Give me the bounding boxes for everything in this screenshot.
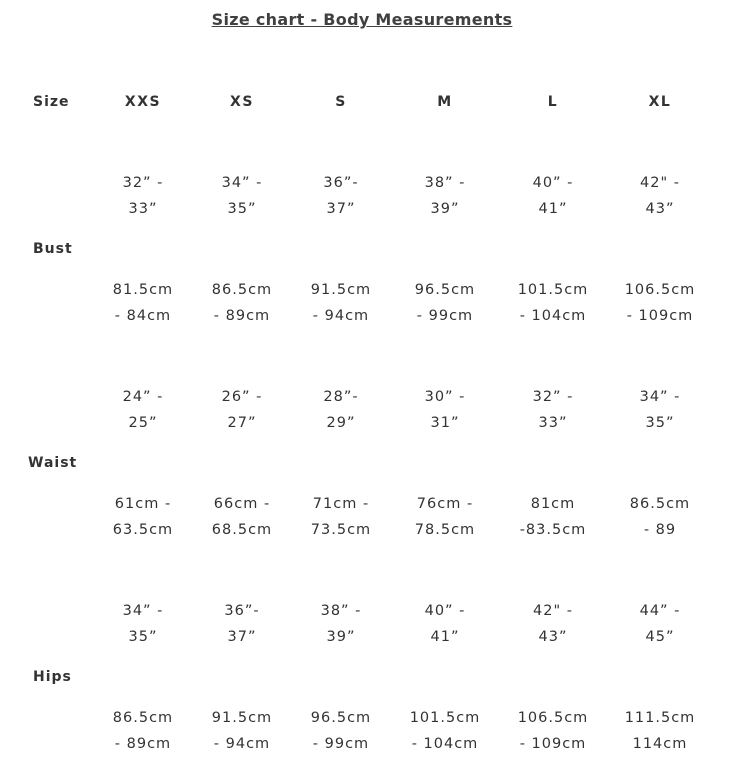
size-header-m: M	[437, 94, 453, 110]
size-header-xs: XS	[230, 94, 254, 110]
bust-cm-l: 101.5cm - 104cm	[517, 282, 589, 324]
bust-cm-xxs: 81.5cm - 84cm	[112, 282, 174, 324]
hips-cm-xxs: 86.5cm - 89cm	[112, 710, 174, 752]
page-title: Size chart - Body Measurements	[211, 10, 513, 29]
hips-inches-s: 38” - 39”	[320, 603, 362, 645]
bust-cm-s: 91.5cm - 94cm	[310, 282, 372, 324]
hips-row-label: Hips	[33, 669, 72, 685]
waist-cm-xxs: 61cm - 63.5cm	[112, 496, 174, 538]
hips-inches-xxs: 34” - 35”	[122, 603, 164, 645]
bust-cm-m: 96.5cm - 99cm	[414, 282, 476, 324]
size-header-l: L	[547, 94, 559, 110]
waist-inches-s: 28”- 29”	[323, 389, 359, 431]
hips-inches-m: 40” - 41”	[424, 603, 466, 645]
bust-inches-xl: 42" - 43”	[640, 175, 680, 217]
bust-row-label: Bust	[33, 241, 73, 257]
waist-inches-xs: 26” - 27”	[221, 389, 263, 431]
waist-inches-l: 32” - 33”	[532, 389, 574, 431]
bust-cm-xl: 106.5cm - 109cm	[624, 282, 696, 324]
size-row-label: Size	[33, 94, 70, 110]
waist-cm-s: 71cm - 73.5cm	[310, 496, 372, 538]
size-header-xxs: XXS	[124, 94, 162, 110]
waist-row-label: Waist	[28, 455, 78, 471]
hips-cm-xs: 91.5cm - 94cm	[211, 710, 273, 752]
size-header-xl: XL	[648, 94, 672, 110]
bust-cm-xs: 86.5cm - 89cm	[211, 282, 273, 324]
hips-cm-s: 96.5cm - 99cm	[310, 710, 372, 752]
bust-inches-m: 38” - 39”	[424, 175, 466, 217]
bust-inches-xxs: 32” - 33”	[122, 175, 164, 217]
waist-inches-xxs: 24” - 25”	[122, 389, 164, 431]
hips-inches-xs: 36”- 37”	[224, 603, 260, 645]
bust-inches-s: 36”- 37”	[323, 175, 359, 217]
waist-inches-m: 30” - 31”	[424, 389, 466, 431]
hips-cm-xl: 111.5cm 114cm	[624, 710, 696, 752]
bust-inches-l: 40” - 41”	[532, 175, 574, 217]
bust-inches-xs: 34” - 35”	[221, 175, 263, 217]
waist-cm-m: 76cm - 78.5cm	[414, 496, 476, 538]
waist-cm-xl: 86.5cm - 89	[629, 496, 691, 538]
waist-inches-xl: 34” - 35”	[639, 389, 681, 431]
waist-cm-xs: 66cm - 68.5cm	[211, 496, 273, 538]
waist-cm-l: 81cm -83.5cm	[519, 496, 587, 538]
hips-cm-m: 101.5cm - 104cm	[409, 710, 481, 752]
size-header-s: S	[335, 94, 347, 110]
hips-inches-l: 42" - 43”	[533, 603, 573, 645]
hips-inches-xl: 44” - 45”	[639, 603, 681, 645]
hips-cm-l: 106.5cm - 109cm	[517, 710, 589, 752]
